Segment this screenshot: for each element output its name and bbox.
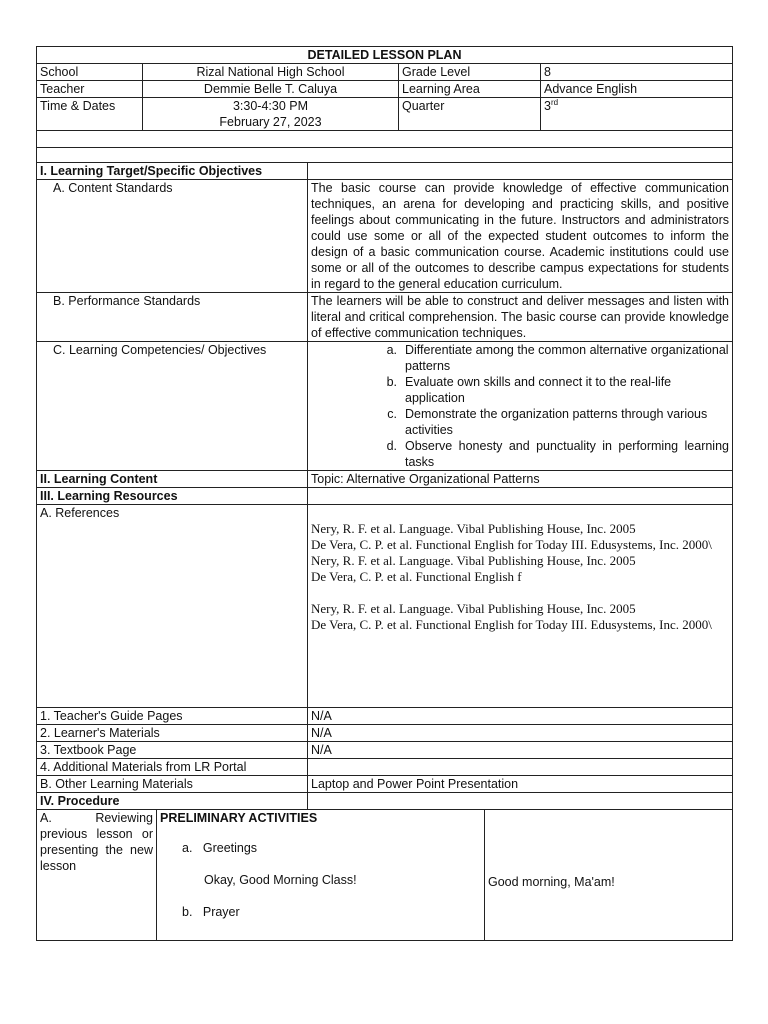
section1-title: I. Learning Target/Specific Objectives — [37, 163, 308, 180]
blank-row — [37, 148, 733, 163]
spacer — [160, 856, 481, 872]
textbook-value: N/A — [308, 742, 733, 759]
list-marker: a. — [386, 343, 397, 357]
list-marker: b. — [386, 375, 397, 389]
list-item — [371, 438, 729, 470]
student-activity-cell — [485, 810, 733, 941]
area-value: Advance English — [541, 81, 733, 98]
spacer — [160, 888, 481, 904]
reference-entry: De Vera, C. P. et al. Functional English for Today III. Edusystems, Inc. 2000\ — [311, 617, 712, 632]
objective-text: Demonstrate the organization patterns through various activities — [405, 407, 708, 437]
teachers-guide-value: N/A — [308, 708, 733, 725]
other-materials-label: B. Other Learning Materials — [37, 776, 308, 793]
quarter-number: 3 — [544, 99, 551, 113]
reference-entry: Nery, R. F. et al. Language. Vibal Publishing House, Inc. 2005 — [311, 553, 636, 568]
teachers-guide-label: 1. Teacher's Guide Pages — [37, 708, 308, 725]
list-marker: a. — [182, 841, 193, 855]
list-marker: d. — [386, 439, 397, 453]
list-marker: b. — [182, 905, 193, 919]
section2-title: II. Learning Content — [37, 471, 308, 488]
greetings-text: Greetings — [202, 841, 258, 855]
references-cell — [308, 505, 733, 708]
teacher-greeting: Okay, Good Morning Class! — [204, 873, 357, 887]
competencies-label: C. Learning Competencies/ Objectives — [37, 342, 308, 471]
content-standards-label: A. Content Standards — [37, 180, 308, 293]
empty-cell — [308, 793, 733, 810]
textbook-label: 3. Textbook Page — [37, 742, 308, 759]
teacher-value: Demmie Belle T. Caluya — [143, 81, 399, 98]
date-value: February 27, 2023 — [219, 115, 322, 129]
lesson-plan-document — [36, 46, 732, 941]
prayer-text: Prayer — [202, 905, 240, 919]
student-greeting: Good morning, Ma'am! — [488, 875, 615, 889]
objective-text: Observe honesty and punctuality in performing learning tasks — [405, 439, 729, 469]
reference-entry: De Vera, C. P. et al. Functional English f — [311, 569, 522, 584]
greetings-item — [160, 840, 481, 856]
references-label: A. References — [37, 505, 308, 708]
reviewing-label: A. Reviewing previous lesson or presenting the new lesson — [37, 810, 157, 941]
topic-text: Topic: Alternative Organizational Patterns — [308, 471, 733, 488]
grade-label: Grade Level — [399, 64, 541, 81]
objectives-list — [311, 342, 729, 470]
performance-standards-text: The learners will be able to construct and deliver messages and listen with literal and critical comprehension. The basic course can provide knowledge of effective communication techniques. — [308, 293, 733, 342]
objective-text: Evaluate own skills and connect it to the real-life application — [405, 375, 672, 405]
quarter-value — [541, 98, 733, 131]
main-table — [36, 162, 733, 810]
performance-standards-label: B. Performance Standards — [37, 293, 308, 342]
list-item — [371, 406, 729, 438]
learners-materials-label: 2. Learner's Materials — [37, 725, 308, 742]
blank-row — [37, 131, 733, 148]
competencies-cell — [308, 342, 733, 471]
empty-cell — [308, 163, 733, 180]
list-item — [371, 374, 729, 406]
grade-value: 8 — [541, 64, 733, 81]
teacher-label: Teacher — [37, 81, 143, 98]
reference-entry: Nery, R. F. et al. Language. Vibal Publishing House, Inc. 2005 — [311, 601, 636, 616]
spacer — [160, 826, 481, 840]
area-label: Learning Area — [399, 81, 541, 98]
reference-entry: Nery, R. F. et al. Language. Vibal Publishing House, Inc. 2005 — [311, 521, 636, 536]
lr-portal-label: 4. Additional Materials from LR Portal — [37, 759, 308, 776]
procedure-table — [36, 809, 733, 941]
empty-cell — [308, 488, 733, 505]
objective-text: Differentiate among the common alternative organizational patterns — [405, 343, 729, 373]
lr-portal-value — [308, 759, 733, 776]
spacer — [488, 810, 729, 874]
section3-title: III. Learning Resources — [37, 488, 308, 505]
reference-entry: De Vera, C. P. et al. Functional English for Today III. Edusystems, Inc. 2000\ — [311, 537, 712, 552]
school-label: School — [37, 64, 143, 81]
section4-title: IV. Procedure — [37, 793, 308, 810]
list-item — [371, 342, 729, 374]
learners-materials-value: N/A — [308, 725, 733, 742]
spacer — [311, 585, 729, 601]
other-materials-value: Laptop and Power Point Presentation — [308, 776, 733, 793]
content-standards-text: The basic course can provide knowledge of effective communication techniques, an arena for developing and practicing skills, and positive feelings about communicating in the future. Instructors and administrators could use some or all of the expected student outcomes to inform the design of a basic communication course. Academic institutions could use some or all of the outcomes to describe campus expectations for students in regard to the general education curriculum. — [308, 180, 733, 293]
time-date-cell — [143, 98, 399, 131]
school-value: Rizal National High School — [143, 64, 399, 81]
list-marker: c. — [387, 407, 397, 421]
time-value: 3:30-4:30 PM — [232, 99, 309, 113]
prayer-item — [160, 904, 481, 920]
quarter-suffix: rd — [550, 97, 559, 107]
quarter-label: Quarter — [399, 98, 541, 131]
page-title: DETAILED LESSON PLAN — [37, 47, 733, 64]
preliminary-title: PRELIMINARY ACTIVITIES — [160, 811, 318, 825]
time-label: Time & Dates — [37, 98, 143, 131]
header-table — [36, 46, 733, 163]
teacher-activity-cell — [157, 810, 485, 941]
